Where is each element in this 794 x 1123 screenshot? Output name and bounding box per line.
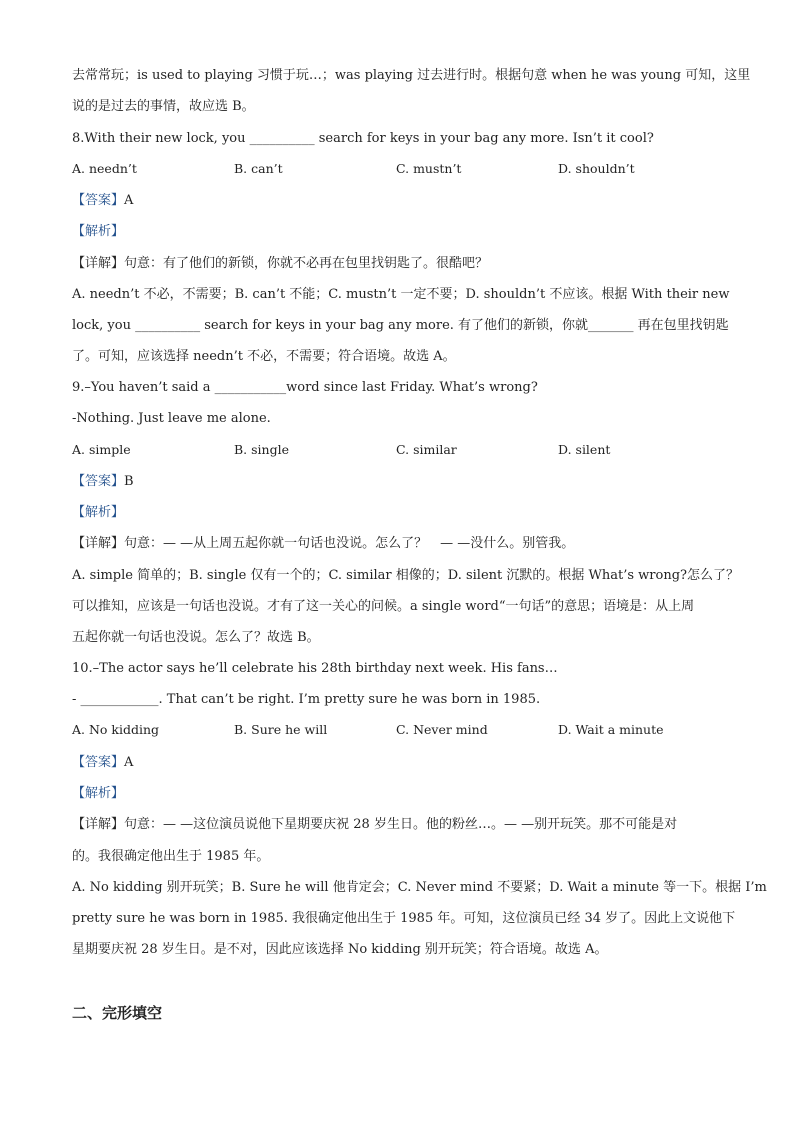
- question-10-stem: 10.–The actor says he’ll celebrate his 28th birthday next week. His fans…: [72, 661, 558, 676]
- explanation-line: A. needn’t 不必，不需要；B. can’t 不能；C. mustn’t 一定不要；D. shouldn’t 不应该。根据 With their new: [72, 287, 730, 302]
- answer-line: [72, 753, 722, 773]
- explanation-line: 了。可知，应该选择 needn’t 不必，不需要；符合语境。故选 A。: [72, 349, 456, 364]
- explanation-line: 【详解】句意：— —这位演员说他下星期要庆祝 28 岁生日。他的粉丝…。— —别开玩笑。那不可能是对: [72, 817, 678, 832]
- explanation-line: 的。我很确定他出生于 1985 年。: [72, 849, 270, 864]
- option-d: D. silent: [558, 442, 611, 457]
- explanation-line: 【详解】句意：有了他们的新锁，你就不必再在包里找钥匙了。很酷吧？: [72, 256, 489, 271]
- explanation-line: 【详解】句意：— —从上周五起你就一句话也没说。怎么了？ — —没什么。别管我。: [72, 536, 575, 551]
- explanation-line: A. No kidding 别开玩笑；B. Sure he will 他肯定会；C. Never mind 不要紧；D. Wait a minute 等一下。根据 I’m: [72, 880, 767, 895]
- option-a: A. No kidding: [72, 722, 160, 737]
- explanation-line: lock, you __________ search for keys in your bag any more. 有了他们的新锁，你就_______ 再在包里找钥匙: [72, 318, 729, 333]
- answer-value: B: [124, 474, 134, 489]
- text-line: 去常常玩；is used to playing 习惯于玩…；was playing 过去进行时。根据句意 when he was young 可知，这里: [72, 68, 751, 83]
- option-c: C. mustn’t: [396, 161, 462, 176]
- analysis-label: 【解析】: [72, 786, 125, 801]
- option-a: A. needn’t: [72, 161, 137, 176]
- option-b: B. single: [234, 442, 289, 457]
- answer-value: A: [124, 193, 134, 208]
- question-9-options: [72, 442, 722, 462]
- question-9-stem: 9.–You haven’t said a ___________word since last Friday. What’s wrong?: [72, 380, 538, 395]
- answer-line: [72, 472, 722, 492]
- option-b: B. Sure he will: [234, 722, 328, 737]
- answer-value: A: [124, 755, 134, 770]
- option-d: D. Wait a minute: [558, 722, 664, 737]
- option-c: C. similar: [396, 442, 457, 457]
- question-8-options: [72, 161, 722, 181]
- answer-line: [72, 191, 722, 211]
- analysis-label: 【解析】: [72, 505, 125, 520]
- answer-label: 【答案】: [72, 193, 125, 208]
- explanation-line: A. simple 简单的；B. single 仅有一个的；C. similar 相像的；D. silent 沉默的。根据 What’s wrong?怎么了？: [72, 568, 739, 583]
- option-d: D. shouldn’t: [558, 161, 635, 176]
- question-9-reply: -Nothing. Just leave me alone.: [72, 411, 271, 426]
- explanation-line: 五起你就一句话也没说。怎么了？故选 B。: [72, 630, 320, 645]
- analysis-label: 【解析】: [72, 224, 125, 239]
- section-title: 二、完形填空: [72, 1004, 163, 1022]
- answer-label: 【答案】: [72, 474, 125, 489]
- question-10-options: [72, 722, 722, 742]
- explanation-line: 星期要庆祝 28 岁生日。是不对，因此应该选择 No kidding 别开玩笑；符合语境。故选 A。: [72, 942, 608, 957]
- explanation-line: pretty sure he was born in 1985. 我很确定他出生于 1985 年。可知，这位演员已经 34 岁了。因此上文说他下: [72, 911, 736, 926]
- option-b: B. can’t: [234, 161, 283, 176]
- option-a: A. simple: [72, 442, 131, 457]
- question-10-reply: - ____________. That can’t be right. I’m pretty sure he was born in 1985.: [72, 692, 541, 707]
- text-line: 说的是过去的事情，故应选 B。: [72, 99, 255, 114]
- answer-label: 【答案】: [72, 755, 125, 770]
- explanation-line: 可以推知，应该是一句话也没说。才有了这一关心的问候。a single word“一句话”的意思；语境是：从上周: [72, 599, 695, 614]
- option-c: C. Never mind: [396, 722, 488, 737]
- question-8-stem: 8.With their new lock, you __________ search for keys in your bag any more. Isn’t it cool?: [72, 131, 654, 146]
